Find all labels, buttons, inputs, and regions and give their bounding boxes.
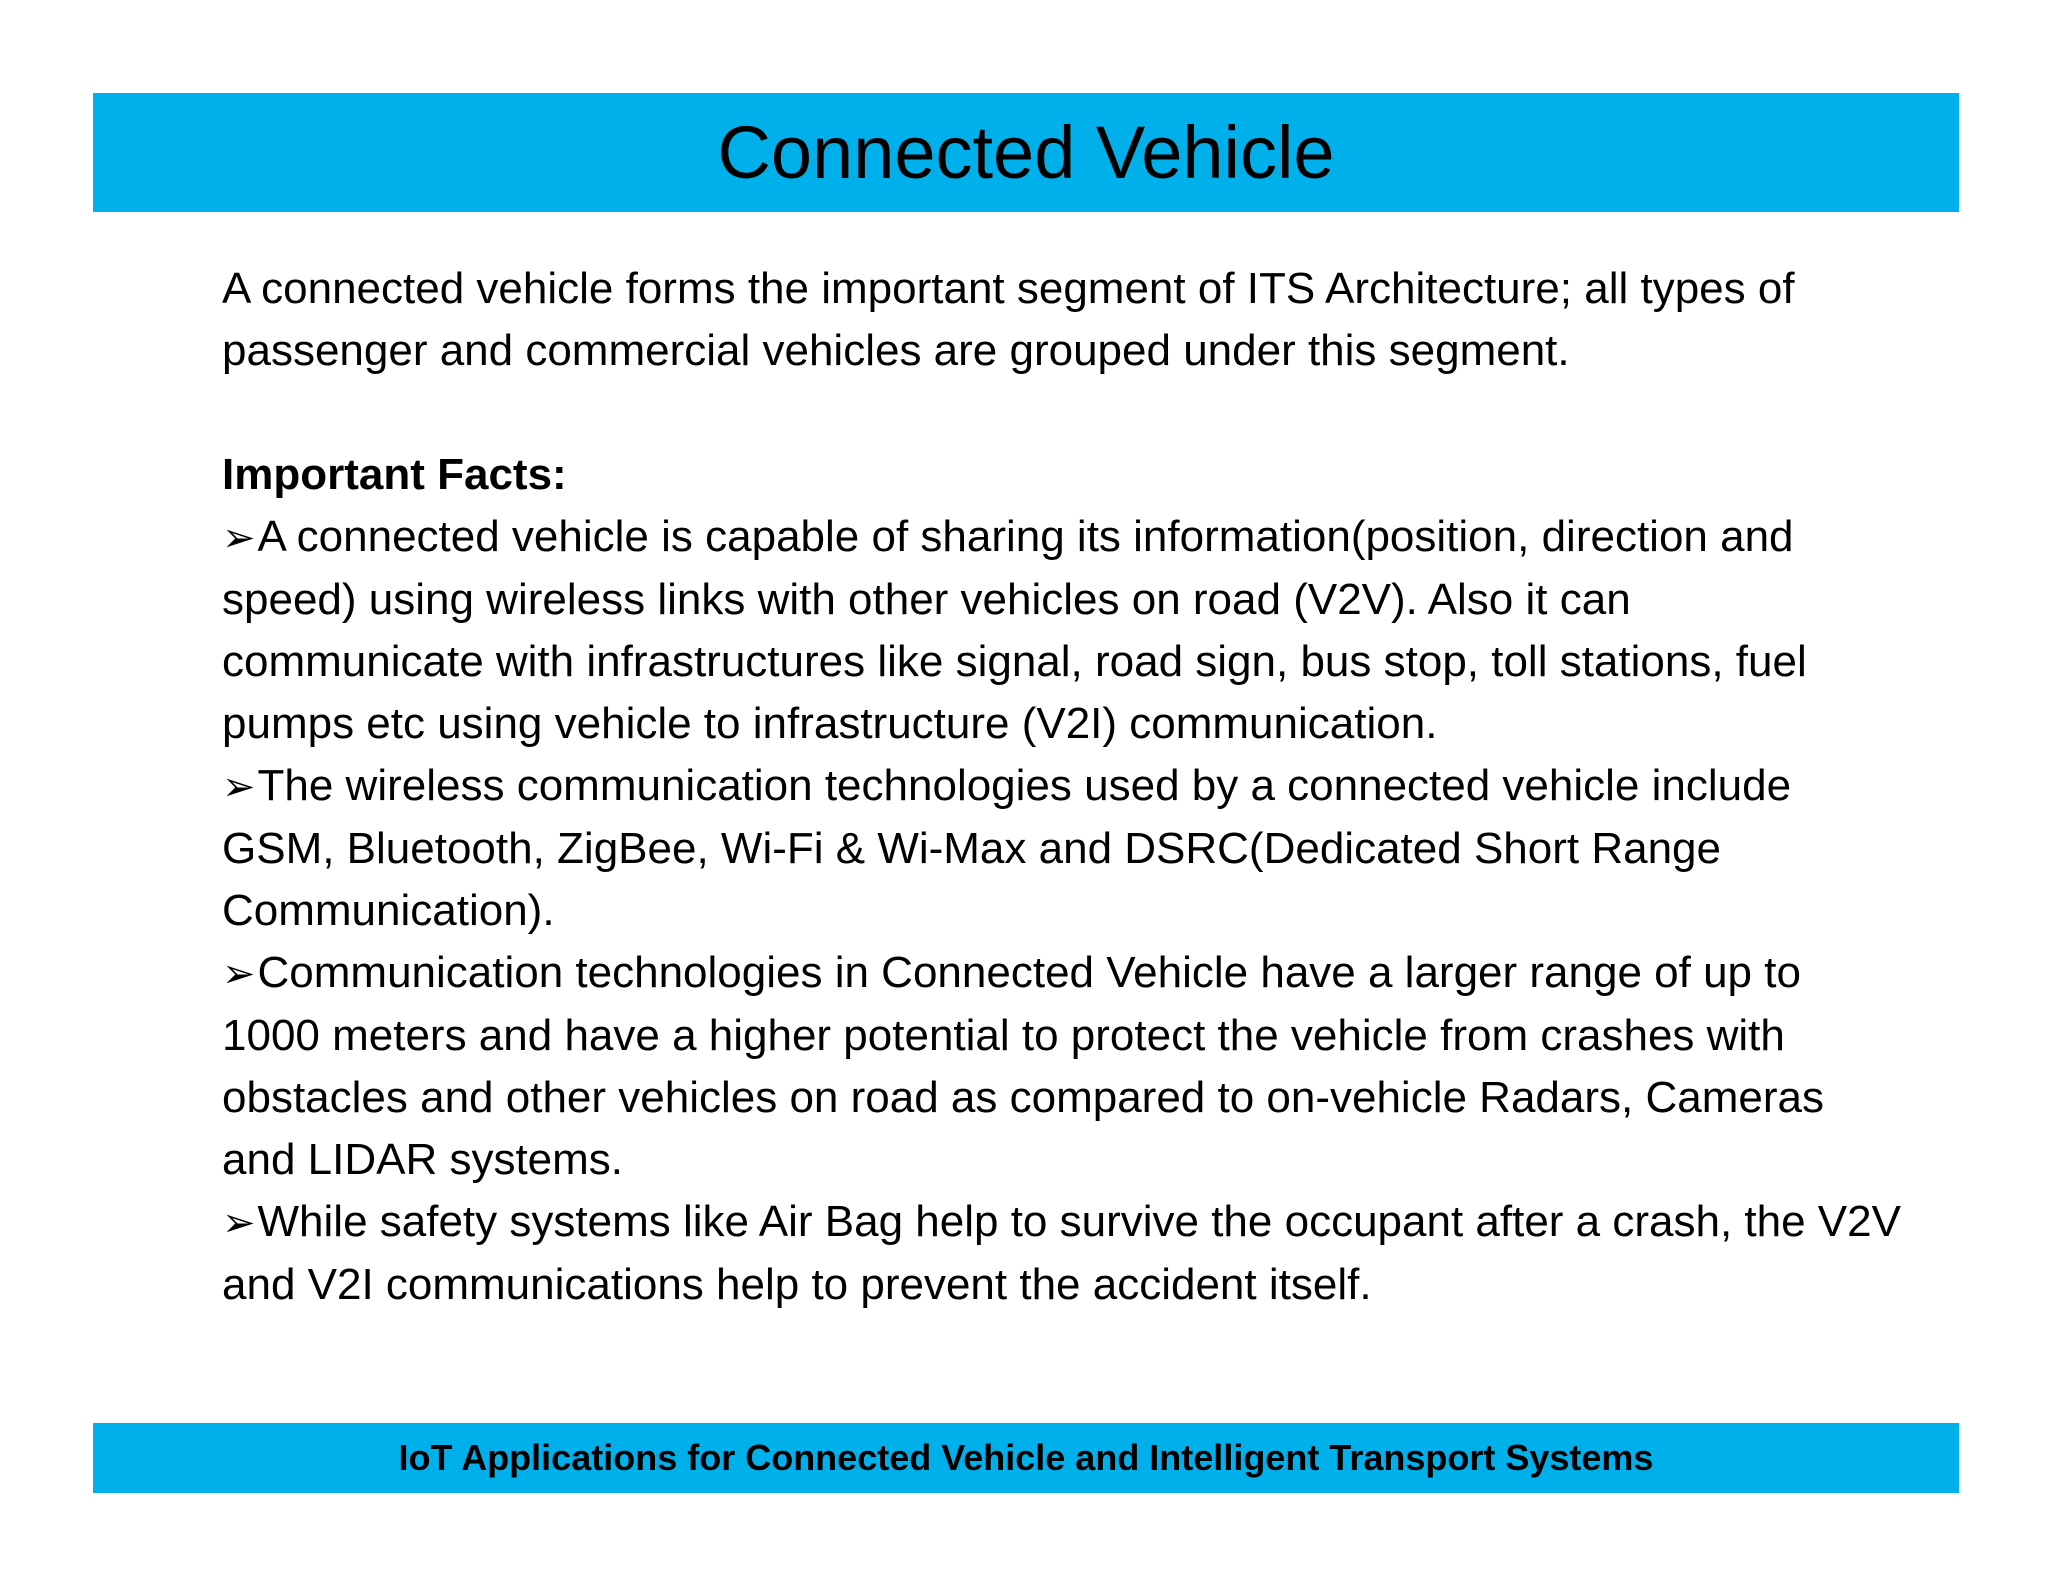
slide-title: Connected Vehicle	[717, 110, 1335, 194]
intro-paragraph: A connected vehicle forms the important segment of ITS Architecture; all types of passenger and commercial vehicles are grouped under this segment.	[222, 264, 1795, 375]
facts-heading: Important Facts:	[222, 450, 567, 499]
fact-text: While safety systems like Air Bag help to survive the occupant after a crash, the V2V and V2I communications help to prevent the accident itself.	[222, 1197, 1901, 1309]
slide-body	[222, 258, 1902, 1316]
arrow-bullet-icon: ➢	[222, 1201, 256, 1245]
fact-text: Communication technologies in Connected Vehicle have a larger range of up to 1000 meters and have a higher potential to protect the vehicle from crashes with obstacles and other vehicles on road as compared to on-vehicle Radars, Cameras and LIDAR systems.	[222, 948, 1824, 1184]
fact-text: The wireless communication technologies used by a connected vehicle include GSM, Bluetooth, ZigBee, Wi-Fi & Wi-Max and DSRC(Dedicated Short Range Communication).	[222, 761, 1792, 935]
footer-text: IoT Applications for Connected Vehicle and Intelligent Transport Systems	[398, 1437, 1654, 1478]
fact-item	[222, 755, 1902, 942]
title-bar	[93, 93, 1959, 212]
arrow-bullet-icon: ➢	[222, 952, 256, 996]
fact-item	[222, 506, 1902, 755]
fact-item	[222, 942, 1902, 1191]
arrow-bullet-icon: ➢	[222, 516, 256, 560]
fact-item	[222, 1191, 1902, 1316]
arrow-bullet-icon: ➢	[222, 765, 256, 809]
fact-text: A connected vehicle is capable of sharing its information(position, direction and speed) using wireless links with other vehicles on road (V2V). Also it can communicate with infrastructures like signal, road sign, bus stop, toll stations, fuel pumps etc using vehicle to infrastructure (V2I) communication.	[222, 512, 1807, 748]
footer-bar	[93, 1423, 1959, 1493]
